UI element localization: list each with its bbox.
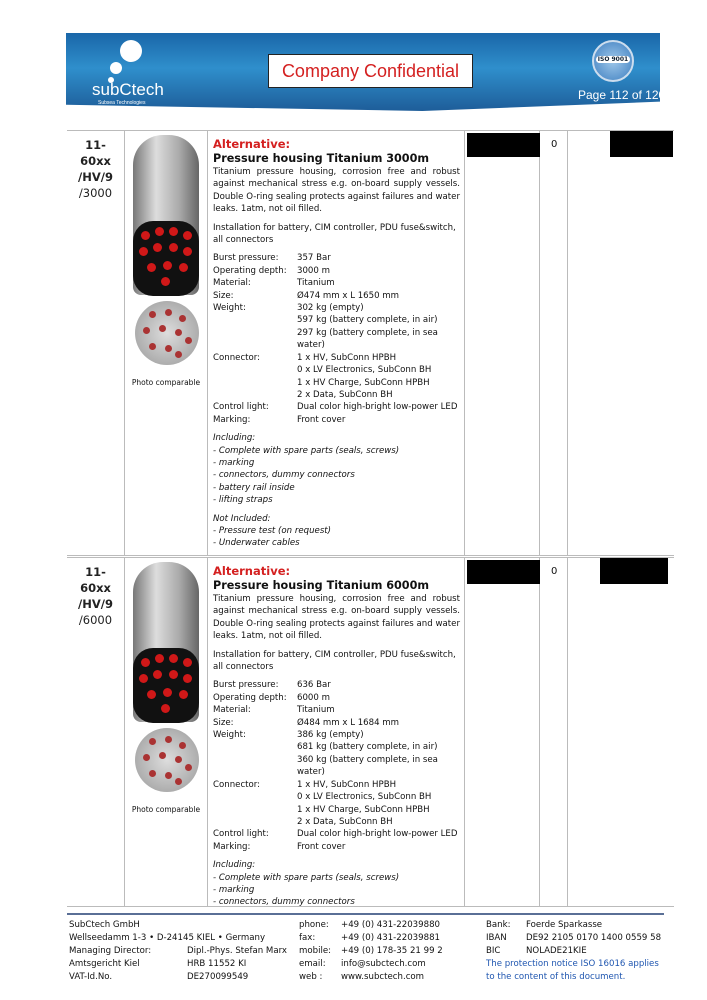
- quantity-value: 0: [551, 139, 558, 150]
- connector-dot: [175, 778, 182, 785]
- spec-value: 357 Bar: [297, 253, 331, 264]
- quantity-value: 0: [551, 566, 558, 577]
- connector-dot: [179, 263, 188, 272]
- spec-value: 1 x HV, SubConn HPBH: [297, 352, 397, 363]
- footer-line: [299, 919, 443, 932]
- spec-row: [213, 414, 460, 426]
- logo-bubble: [110, 62, 122, 74]
- spec-key: Marking:: [213, 414, 251, 425]
- connector-dot: [149, 738, 156, 745]
- connector-dot: [185, 764, 192, 771]
- including-item: - battery rail inside: [213, 482, 295, 493]
- spec-value: Front cover: [297, 841, 346, 852]
- footer-line: [69, 945, 287, 958]
- spec-key: [213, 754, 297, 779]
- spec-value: 360 kg (battery complete, in sea water): [297, 754, 438, 778]
- including-item: - connectors, dummy connectors: [213, 470, 355, 481]
- protection-notice: The protection notice ISO 16016 applies: [486, 959, 659, 969]
- spec-row: [213, 828, 460, 840]
- alternative-label: Alternative:: [213, 137, 291, 151]
- item-code: [67, 558, 125, 906]
- connector-dot: [139, 247, 148, 256]
- spec-key: [213, 389, 297, 401]
- spec-value: 681 kg (battery complete, in air): [297, 742, 438, 753]
- spec-row: [213, 302, 460, 314]
- spec-row: [213, 741, 460, 753]
- product-text: Titanium pressure housing, corrosion free and robust against mechanical stress e.g. on-board supply vessels. Double O-ring sealing protects against failures and water leaks. 1atm, not oil filled.: [213, 594, 460, 642]
- spec-row: [213, 252, 460, 264]
- including-list: [213, 432, 460, 506]
- spec-row: [213, 277, 460, 289]
- footer-label: web :: [299, 972, 323, 982]
- footer-line: [69, 919, 287, 932]
- logo-bubble: [120, 40, 142, 62]
- spec-row: [213, 377, 460, 389]
- spec-row: [213, 314, 460, 326]
- connector-dot: [175, 329, 182, 336]
- footer-value: Dipl.-Phys. Stefan Marx: [187, 946, 287, 956]
- spec-row: [213, 327, 460, 352]
- connector-dot: [165, 736, 172, 743]
- connector-dot: [143, 754, 150, 761]
- redacted-cell: [465, 558, 540, 906]
- spec-value: 2 x Data, SubConn BH: [297, 816, 393, 827]
- spec-key: Size:: [213, 290, 234, 301]
- connector-dot: [163, 688, 172, 697]
- product-photo-endcap: [135, 728, 199, 792]
- item-code-line: 60xx: [80, 581, 111, 595]
- redacted-block: [610, 131, 673, 157]
- connector-dot: [153, 670, 162, 679]
- spec-key: Connector:: [213, 779, 261, 790]
- connector-dot: [165, 309, 172, 316]
- spec-row: [213, 389, 460, 401]
- footer-label: Wellseedamm 1-3 • D-24145 KIEL • Germany: [69, 933, 266, 943]
- connector-dot: [161, 704, 170, 713]
- spec-key: Material:: [213, 278, 251, 289]
- spec-key: [213, 327, 297, 352]
- connector-dot: [143, 327, 150, 334]
- footer-value: +49 (0) 431-22039881: [341, 933, 441, 943]
- footer-company: [69, 919, 287, 984]
- footer: [67, 913, 664, 982]
- spec-key: Connector:: [213, 352, 261, 363]
- spec-value: 3000 m: [297, 265, 330, 276]
- footer-label: Amtsgericht Kiel: [69, 959, 140, 969]
- spec-key: [213, 741, 297, 753]
- connector-dot: [185, 337, 192, 344]
- iso-badge: ISO 9001: [592, 40, 634, 82]
- spec-value: 636 Bar: [297, 680, 331, 691]
- footer-value: Foerde Sparkasse: [526, 920, 603, 930]
- footer-label: SubCtech GmbH: [69, 920, 140, 930]
- spec-list: [213, 679, 460, 853]
- product-title: Pressure housing Titanium 3000m: [213, 152, 430, 165]
- page-number: Page 112 of 120: [578, 88, 666, 102]
- footer-line: [299, 958, 443, 971]
- spec-row: [213, 364, 460, 376]
- connector-dot: [165, 772, 172, 779]
- product-description: [208, 131, 465, 555]
- footer-value: info@subctech.com: [341, 959, 426, 969]
- connector-dot: [149, 311, 156, 318]
- footer-label: IBAN: [486, 933, 507, 943]
- spec-row: [213, 265, 460, 277]
- item-code-line: 60xx: [80, 154, 111, 168]
- spec-key: Marking:: [213, 841, 251, 852]
- spec-value: 6000 m: [297, 692, 330, 703]
- spec-row: [213, 290, 460, 302]
- footer-value: +49 (0) 178-35 21 99 2: [341, 946, 443, 956]
- spec-value: Ø484 mm x L 1684 mm: [297, 717, 400, 728]
- spec-value: Titanium: [297, 278, 335, 289]
- connector-dot: [175, 756, 182, 763]
- redacted-block: [467, 560, 540, 584]
- product-photo-endcap: [135, 301, 199, 365]
- footer-line: [69, 971, 287, 984]
- including-list: [213, 859, 460, 909]
- footer-label: email:: [299, 959, 326, 969]
- footer-line: [299, 971, 443, 984]
- protection-notice: to the content of this document.: [486, 972, 626, 982]
- footer-line: [486, 919, 661, 932]
- connector-dot: [147, 690, 156, 699]
- spec-value: 1 x HV Charge, SubConn HPBH: [297, 804, 430, 815]
- spec-value: 0 x LV Electronics, SubConn BH: [297, 365, 432, 376]
- spec-row: [213, 352, 460, 364]
- not-included-item: - Underwater cables: [213, 538, 300, 549]
- footer-line: [69, 932, 287, 945]
- footer-value: DE92 2105 0170 1400 0559 58: [526, 933, 662, 943]
- spec-value: Dual color high-bright low-power LED: [297, 829, 458, 840]
- connector-dot: [169, 670, 178, 679]
- spec-key: Weight:: [213, 303, 246, 314]
- spec-list: [213, 252, 460, 426]
- spec-value: 0 x LV Electronics, SubConn BH: [297, 792, 432, 803]
- connector-dot: [183, 247, 192, 256]
- spec-key: [213, 377, 297, 389]
- item-code-line: 11-: [85, 565, 106, 579]
- footer-label: VAT-Id.No.: [69, 972, 113, 982]
- redacted-cell: [465, 131, 540, 555]
- spec-value: 1 x HV, SubConn HPBH: [297, 779, 397, 790]
- photo-caption: Photo comparable: [131, 805, 201, 814]
- product-row: [67, 130, 674, 556]
- not-included-title: Not Included:: [213, 513, 271, 524]
- spec-row: [213, 692, 460, 704]
- connector-dot: [175, 351, 182, 358]
- connector-dot: [169, 227, 178, 236]
- footer-value: NOLADE21KIE: [526, 946, 587, 956]
- product-text: Titanium pressure housing, corrosion free and robust against mechanical stress e.g. on-board supply vessels. Double O-ring sealing protects against failures and water leaks. 1atm, not oil filled.: [213, 167, 460, 215]
- spec-row: [213, 704, 460, 716]
- product-description: [208, 558, 465, 906]
- connector-dot: [169, 243, 178, 252]
- spec-row: [213, 754, 460, 779]
- spec-row: [213, 841, 460, 853]
- spec-row: [213, 804, 460, 816]
- spec-value: Dual color high-bright low-power LED: [297, 402, 458, 413]
- connector-dot: [179, 690, 188, 699]
- spec-value: 302 kg (empty): [297, 303, 364, 314]
- including-item: - marking: [213, 884, 255, 895]
- spec-key: Burst pressure:: [213, 253, 279, 264]
- item-code-line: 11-: [85, 138, 106, 152]
- spec-key: Size:: [213, 717, 234, 728]
- spec-value: 297 kg (battery complete, in sea water): [297, 327, 438, 351]
- connector-end: [133, 648, 199, 723]
- spec-row: [213, 717, 460, 729]
- connector-dot: [141, 231, 150, 240]
- connector-dot: [139, 674, 148, 683]
- product-row: [67, 557, 674, 907]
- connector-dot: [179, 742, 186, 749]
- spec-key: [213, 791, 297, 803]
- spec-key: Burst pressure:: [213, 680, 279, 691]
- footer-value: DE270099549: [187, 972, 249, 982]
- connector-dot: [165, 345, 172, 352]
- connector-dot: [169, 654, 178, 663]
- footer-line: [486, 932, 661, 945]
- product-image-cell: [125, 558, 208, 906]
- footer-value: HRB 11552 KI: [187, 959, 247, 969]
- connector-dot: [147, 263, 156, 272]
- including-item: - marking: [213, 457, 255, 468]
- quantity-cell: [540, 558, 568, 906]
- spec-key: Control light:: [213, 402, 269, 413]
- connector-dot: [183, 674, 192, 683]
- spec-key: [213, 816, 297, 828]
- installation-text: Installation for battery, CIM controller, PDU fuse&switch, all connectors: [213, 222, 456, 246]
- footer-contact: [299, 919, 443, 984]
- item-code-variant: /3000: [78, 186, 113, 200]
- connector-dot: [155, 654, 164, 663]
- spec-row: [213, 401, 460, 413]
- spec-value: 1 x HV Charge, SubConn HPBH: [297, 377, 430, 388]
- spec-key: [213, 804, 297, 816]
- spec-key: [213, 364, 297, 376]
- including-item: - connectors, dummy connectors: [213, 897, 355, 908]
- alternative-label: Alternative:: [213, 564, 291, 578]
- spec-row: [213, 679, 460, 691]
- spec-key: Operating depth:: [213, 265, 287, 276]
- footer-label: fax:: [299, 933, 316, 943]
- footer-value: +49 (0) 431-22039880: [341, 920, 441, 930]
- connector-dot: [179, 315, 186, 322]
- item-code-line: /HV/9: [78, 597, 113, 611]
- spec-row: [213, 816, 460, 828]
- spec-value: 597 kg (battery complete, in air): [297, 315, 438, 326]
- spec-key: Material:: [213, 705, 251, 716]
- connector-dot: [163, 261, 172, 270]
- including-title: Including:: [213, 433, 256, 444]
- footer-value: www.subctech.com: [341, 972, 425, 982]
- not-included-item: - Pressure test (on request): [213, 525, 332, 536]
- footer-bank: [486, 919, 661, 984]
- spec-value: Front cover: [297, 414, 346, 425]
- including-item: - Complete with spare parts (seals, screws): [213, 445, 400, 456]
- footer-line: [299, 932, 443, 945]
- spec-value: Ø474 mm x L 1650 mm: [297, 290, 400, 301]
- footer-line: [486, 945, 661, 958]
- item-code: [67, 131, 125, 555]
- photo-caption: Photo comparable: [131, 378, 201, 387]
- redacted-block: [467, 133, 540, 157]
- redacted-block: [600, 558, 668, 584]
- connector-dot: [183, 231, 192, 240]
- company-logo: subCtech Subsea Technologies: [92, 80, 164, 106]
- spec-value: 2 x Data, SubConn BH: [297, 389, 393, 400]
- footer-label: Bank:: [486, 920, 511, 930]
- item-code-line: /HV/9: [78, 170, 113, 184]
- connector-dot: [153, 243, 162, 252]
- connector-dot: [161, 277, 170, 286]
- footer-line: [69, 958, 287, 971]
- not-included-list: [213, 513, 460, 550]
- product-image-cell: [125, 131, 208, 555]
- connector-dot: [141, 658, 150, 667]
- spec-key: Operating depth:: [213, 692, 287, 703]
- spec-key: Control light:: [213, 829, 269, 840]
- spec-row: [213, 791, 460, 803]
- spec-row: [213, 779, 460, 791]
- footer-label: phone:: [299, 920, 329, 930]
- footer-label: Managing Director:: [69, 946, 152, 956]
- connector-dot: [149, 770, 156, 777]
- connector-dot: [149, 343, 156, 350]
- spec-key: [213, 314, 297, 326]
- including-title: Including:: [213, 860, 256, 871]
- item-code-variant: /6000: [78, 613, 113, 627]
- connector-dot: [155, 227, 164, 236]
- installation-text: Installation for battery, CIM controller, PDU fuse&switch, all connectors: [213, 649, 456, 673]
- product-title: Pressure housing Titanium 6000m: [213, 579, 430, 592]
- spec-value: 386 kg (empty): [297, 730, 364, 741]
- connector-dot: [159, 325, 166, 332]
- spec-value: Titanium: [297, 705, 335, 716]
- including-item: - lifting straps: [213, 495, 273, 506]
- including-item: - Complete with spare parts (seals, screws): [213, 872, 400, 883]
- connector-dot: [183, 658, 192, 667]
- connector-dot: [159, 752, 166, 759]
- spec-row: [213, 729, 460, 741]
- connector-end: [133, 221, 199, 296]
- footer-label: BIC: [486, 946, 501, 956]
- confidential-label: Company Confidential: [268, 54, 473, 88]
- spec-key: Weight:: [213, 730, 246, 741]
- footer-line: [299, 945, 443, 958]
- quantity-cell: [540, 131, 568, 555]
- footer-label: mobile:: [299, 946, 332, 956]
